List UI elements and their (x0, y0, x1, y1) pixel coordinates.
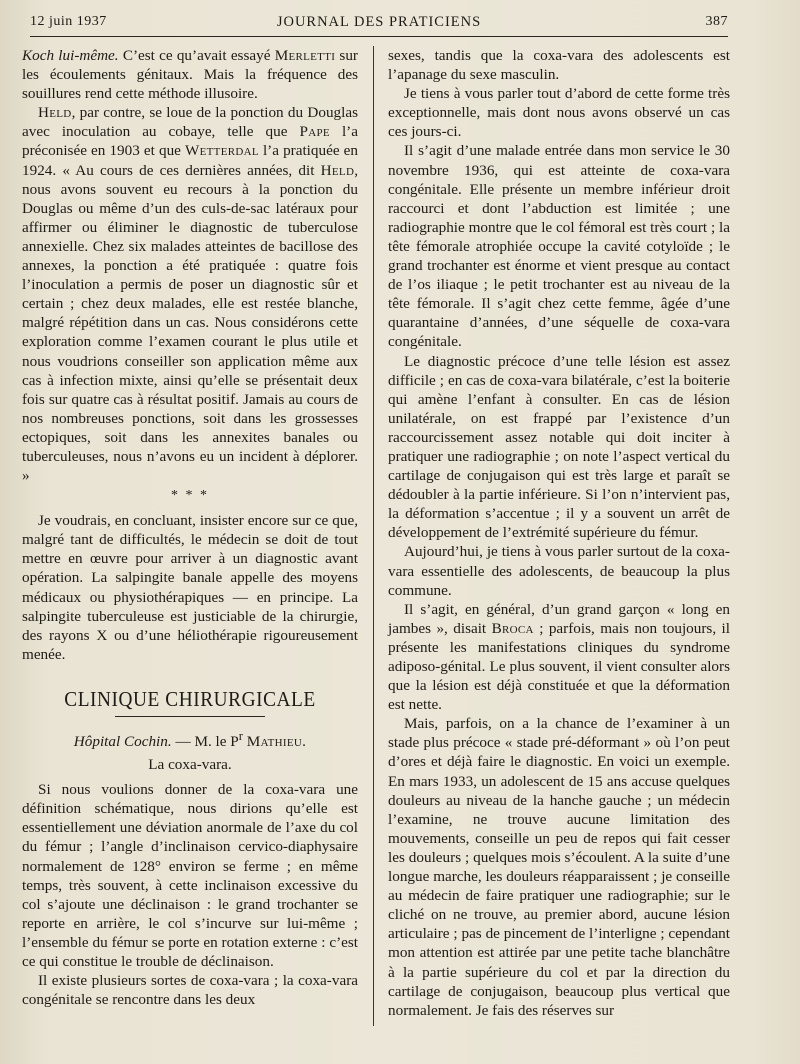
header-rule (30, 36, 728, 37)
header-date: 12 juin 1937 (30, 14, 107, 29)
paragraph: Le diagnostic précoce d’une telle lésion est assez difficile ; en cas de coxa-vara bilatérale, c’est la boiterie qui amène l’enfant à consulter. En cas de lésion unilatérale, on est frappé par l’existence d’un raccourcissement assez notable qui doit inciter à pratiquer une radiographie ; on note l’aspect vertical du cartilage de conjugaison qui est très large et paraît se dédoubler à la partie inférieure. Si l’on n’intervient pas, la déformation s’accentue ; il y a souvent un arrêt de développement de l’extrémité supérieure du fémur. (388, 352, 730, 542)
right-column (388, 46, 730, 1020)
paragraph (22, 103, 358, 485)
author-name: Held (38, 104, 72, 122)
text: l’a pratiquée en 1924. « Au cours de ces dernières années, dit (22, 142, 358, 179)
section-title: CLINIQUE CHIRURGICALE (64, 686, 316, 711)
author-name: Held (320, 161, 355, 179)
paragraph: Il existe plusieurs sortes de coxa-vara ; la coxa-vara congénitale se rencontre dans les deux (22, 972, 358, 1009)
italic-text: Koch lui-même. (22, 47, 119, 64)
paragraph: sexes, tandis que la coxa-vara des adolescents est l’apanage du sexe masculin. (388, 47, 730, 84)
paragraph: Je tiens à vous parler tout d’abord de cette forme très exceptionnelle, mais dont nous avons observé un cas ces jours-ci. (388, 85, 730, 141)
text: C’est ce qu’avait essayé (118, 47, 275, 64)
author-name: Wetterdal (185, 142, 259, 160)
paragraph: Mais, parfois, on a la chance de l’examiner à un stade plus précoce « stade pré-déformant » où l’on peut d’ores et déjà faire le diagnostic. En voici un exemple. En mars 1933, un adolescent de 15 ans accuse quelques douleurs au niveau de la hanche gauche ; un médecin l’examine, ne trouve aucune limitation des mouvements, conseille un peu de repos qui fait cesser les douleurs ; quelques mois s’écoulent. A la suite d’une longue marche, les douleurs réapparaissent ; je conseille au médecin de faire pratiquer une radiographie; sur le cliché on ne trouve, au premier abord, aucune lésion articulaire ; pas de pincement de l’interligne ; cependant mon attention est attirée par une petite tache blanchâtre à la partie supérieure du col et par la direction du cartilage de conjugaison, beaucoup plus vertical que normalement. Je fais des réserves sur (388, 715, 730, 1019)
left-column (22, 46, 358, 1009)
text: , nous avons souvent eu recours à la ponction du Douglas ou même d’un des culs-de-sac latéraux pour affirmer ou éliminer le diagnostic de tuberculose annexielle. Chez six malades atteintes de bacillose des annexes, la ponction a été pratiquée : quatre fois l’inoculation a permis de poser un diagnostic sûr et certain ; chez deux malades, elle est restée blanche, malgré répétition dans un cas. Nous considérons cette exploration comme l’examen courant le plus utile et nous voudrions conseiller son application même aux cas à infection mixte, ainsi qu’elle se présentait deux fois sur quatre cas à résultat positif. Jamais au cours de nos nombreuses ponctions, soit dans les grossesses ectopiques, soit dans les annexites banales ou tuberculeuses, nous n’avons eu un incident à déplorer. » (22, 161, 358, 485)
superscript: r (238, 728, 243, 743)
paragraph: Si nous voulions donner de la coxa-vara une définition schématique, nous dirions qu’elle est essentiellement une déviation anormale de l’axe du col du fémur ; l’angle d’inclinaison cervico-diaphysaire normalement de 128° environ se ferme ; en même temps, très souvent, à cette inclinaison excessive du col s’ajoute une déclinaison : le grand trochanter se reporte en arrière, le col s’incurve sur lui-même ; l’ensemble du fémur se porte en rotation externe : c’est ce qui constitue le trouble de déclinaison. (22, 781, 358, 970)
column-divider (373, 46, 374, 1026)
section-rule (115, 716, 265, 717)
author-name: Mathieu. (246, 732, 307, 750)
paragraph (388, 600, 730, 715)
text: ; parfois, mais non toujours, il présente les manifestations cliniques du syndrome adiposo-génital. Le plus souvent, il vient consulter alors que la lésion est déjà constituée et que la déformation est nette. (388, 619, 730, 714)
article-subtitle: La coxa-vara. (148, 756, 232, 774)
author-name: Broca (491, 619, 534, 637)
hospital-name: Hôpital Cochin. (73, 732, 172, 750)
hospital-line (22, 727, 358, 751)
author-name: Pape (299, 123, 330, 141)
running-header (30, 12, 728, 34)
text: — M. le P (171, 732, 239, 750)
text: l’a préconisée en 1903 et que (22, 123, 358, 160)
header-journal-title: JOURNAL DES PRATICIENS (276, 14, 482, 30)
paragraph: Je voudrais, en concluant, insister encore sur ce que, malgré tant de difficultés, le médecin se doit de tout mettre en œuvre pour arriver à un diagnostic avant opération. La salpingite banale appelle des moyens médicaux ou physiothérapiques — en principe. La salpingite tuberculeuse est justiciable de la chirurgie, des rayons X ou d’une héliothérapie rigoureusement menée. (22, 512, 358, 663)
header-page-number: 387 (705, 14, 728, 29)
paragraph (22, 46, 358, 103)
text: sur les écoulements génitaux. Mais la fréquence des souillures rend cette méthode illusoire. (22, 47, 358, 103)
paragraph: Aujourd’hui, je tiens à vous parler surtout de la coxa-vara essentielle des adolescents, de beaucoup la plus commune. (388, 543, 730, 599)
paragraph: Il s’agit d’une malade entrée dans mon service le 30 novembre 1936, qui est atteinte de coxa-vara congénitale. Elle présente un membre inférieur droit raccourci et dont l’abduction est limitée ; une radiographie montre que le col fémoral est très court ; la tête fémorale atrophiée occupe la cavité cotyloïde ; le grand trochanter est énorme et vient presque au contact de l’os iliaque ; le petit trochanter est au niveau de la tête fémorale. Il s’agit chez cette femme, âgée d’une quarantaine d’années, d’une séquelle de coxa-vara congénitale. (388, 142, 730, 351)
section-separator-stars: * * * (171, 488, 209, 504)
text: Il s’agit, en général, d’un grand garçon « long en jambes », disait (388, 600, 730, 637)
author-name: Merletti (274, 47, 336, 64)
text: , par contre, se loue de la ponction du Douglas avec inoculation au cobaye, telle que (22, 104, 358, 141)
